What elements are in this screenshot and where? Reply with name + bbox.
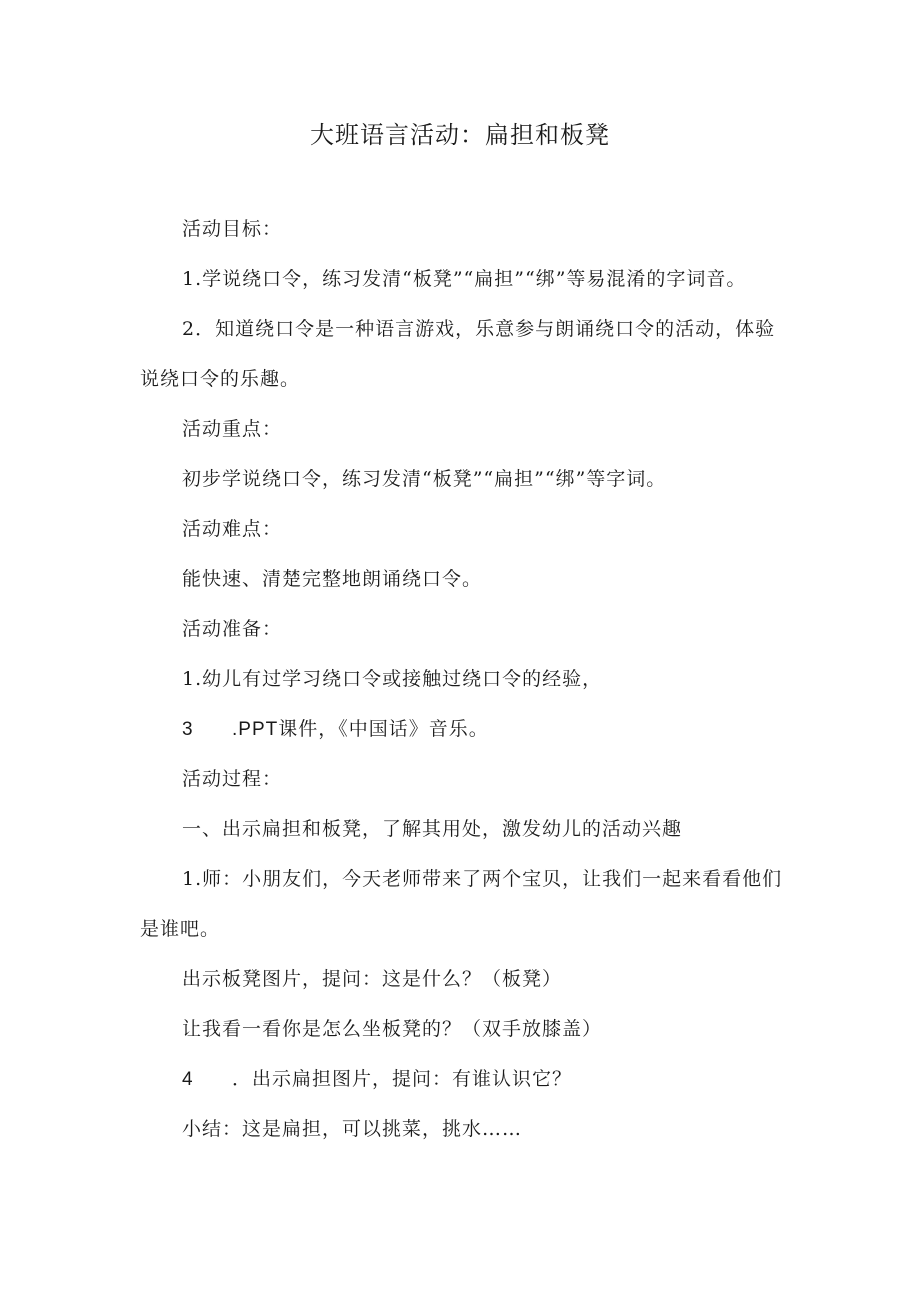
heading-goals: 活动目标： bbox=[182, 218, 283, 240]
process-bench-sit: 让我看一看你是怎么坐板凳的？（双手放膝盖） bbox=[182, 1018, 603, 1040]
process-step-4-text: ．出示扁担图片，提问：有谁认识它？ bbox=[232, 1068, 573, 1090]
goal-item-2-cont: 说绕口令的乐趣。 bbox=[140, 368, 301, 390]
preparation-item-2 bbox=[182, 716, 489, 743]
ppt-label: .PPT bbox=[232, 719, 279, 740]
preparation-item-2-text: 课件，《中国话》音乐。 bbox=[278, 718, 489, 740]
key-points-text: 初步学说绕口令，练习发清“板凳”“扁担”“绑”等字词。 bbox=[182, 468, 667, 490]
process-step-4 bbox=[182, 1066, 572, 1093]
process-bench-question: 出示板凳图片，提问：这是什么？（板凳） bbox=[182, 968, 563, 990]
goal-item-2: 2．知道绕口令是一种语言游戏，乐意参与朗诵绕口令的活动，体验 bbox=[182, 318, 776, 340]
heading-preparation: 活动准备： bbox=[182, 618, 283, 640]
process-step-1: 1.师：小朋友们，今天老师带来了两个宝贝，让我们一起来看看他们 bbox=[182, 868, 783, 890]
process-section-1: 一、出示扁担和板凳，了解其用处，激发幼儿的活动兴趣 bbox=[182, 818, 683, 840]
goal-item-1: 1.学说绕口令，练习发清“板凳”“扁担”“绑”等易混淆的字词音。 bbox=[182, 268, 747, 290]
page-title: 大班语言活动：扁担和板凳 bbox=[310, 121, 610, 149]
item-number: 3 bbox=[182, 719, 194, 740]
item-number: 4 bbox=[182, 1069, 194, 1090]
difficulties-text: 能快速、清楚完整地朗诵绕口令。 bbox=[182, 568, 483, 590]
preparation-item-1: 1.幼儿有过学习绕口令或接触过绕口令的经验， bbox=[182, 668, 603, 690]
heading-difficulties: 活动难点： bbox=[182, 518, 283, 540]
process-summary: 小结：这是扁担，可以挑菜，挑水…… bbox=[182, 1118, 523, 1140]
heading-key-points: 活动重点： bbox=[182, 418, 283, 440]
process-step-1-cont: 是谁吧。 bbox=[140, 918, 221, 940]
heading-process: 活动过程： bbox=[182, 768, 283, 790]
